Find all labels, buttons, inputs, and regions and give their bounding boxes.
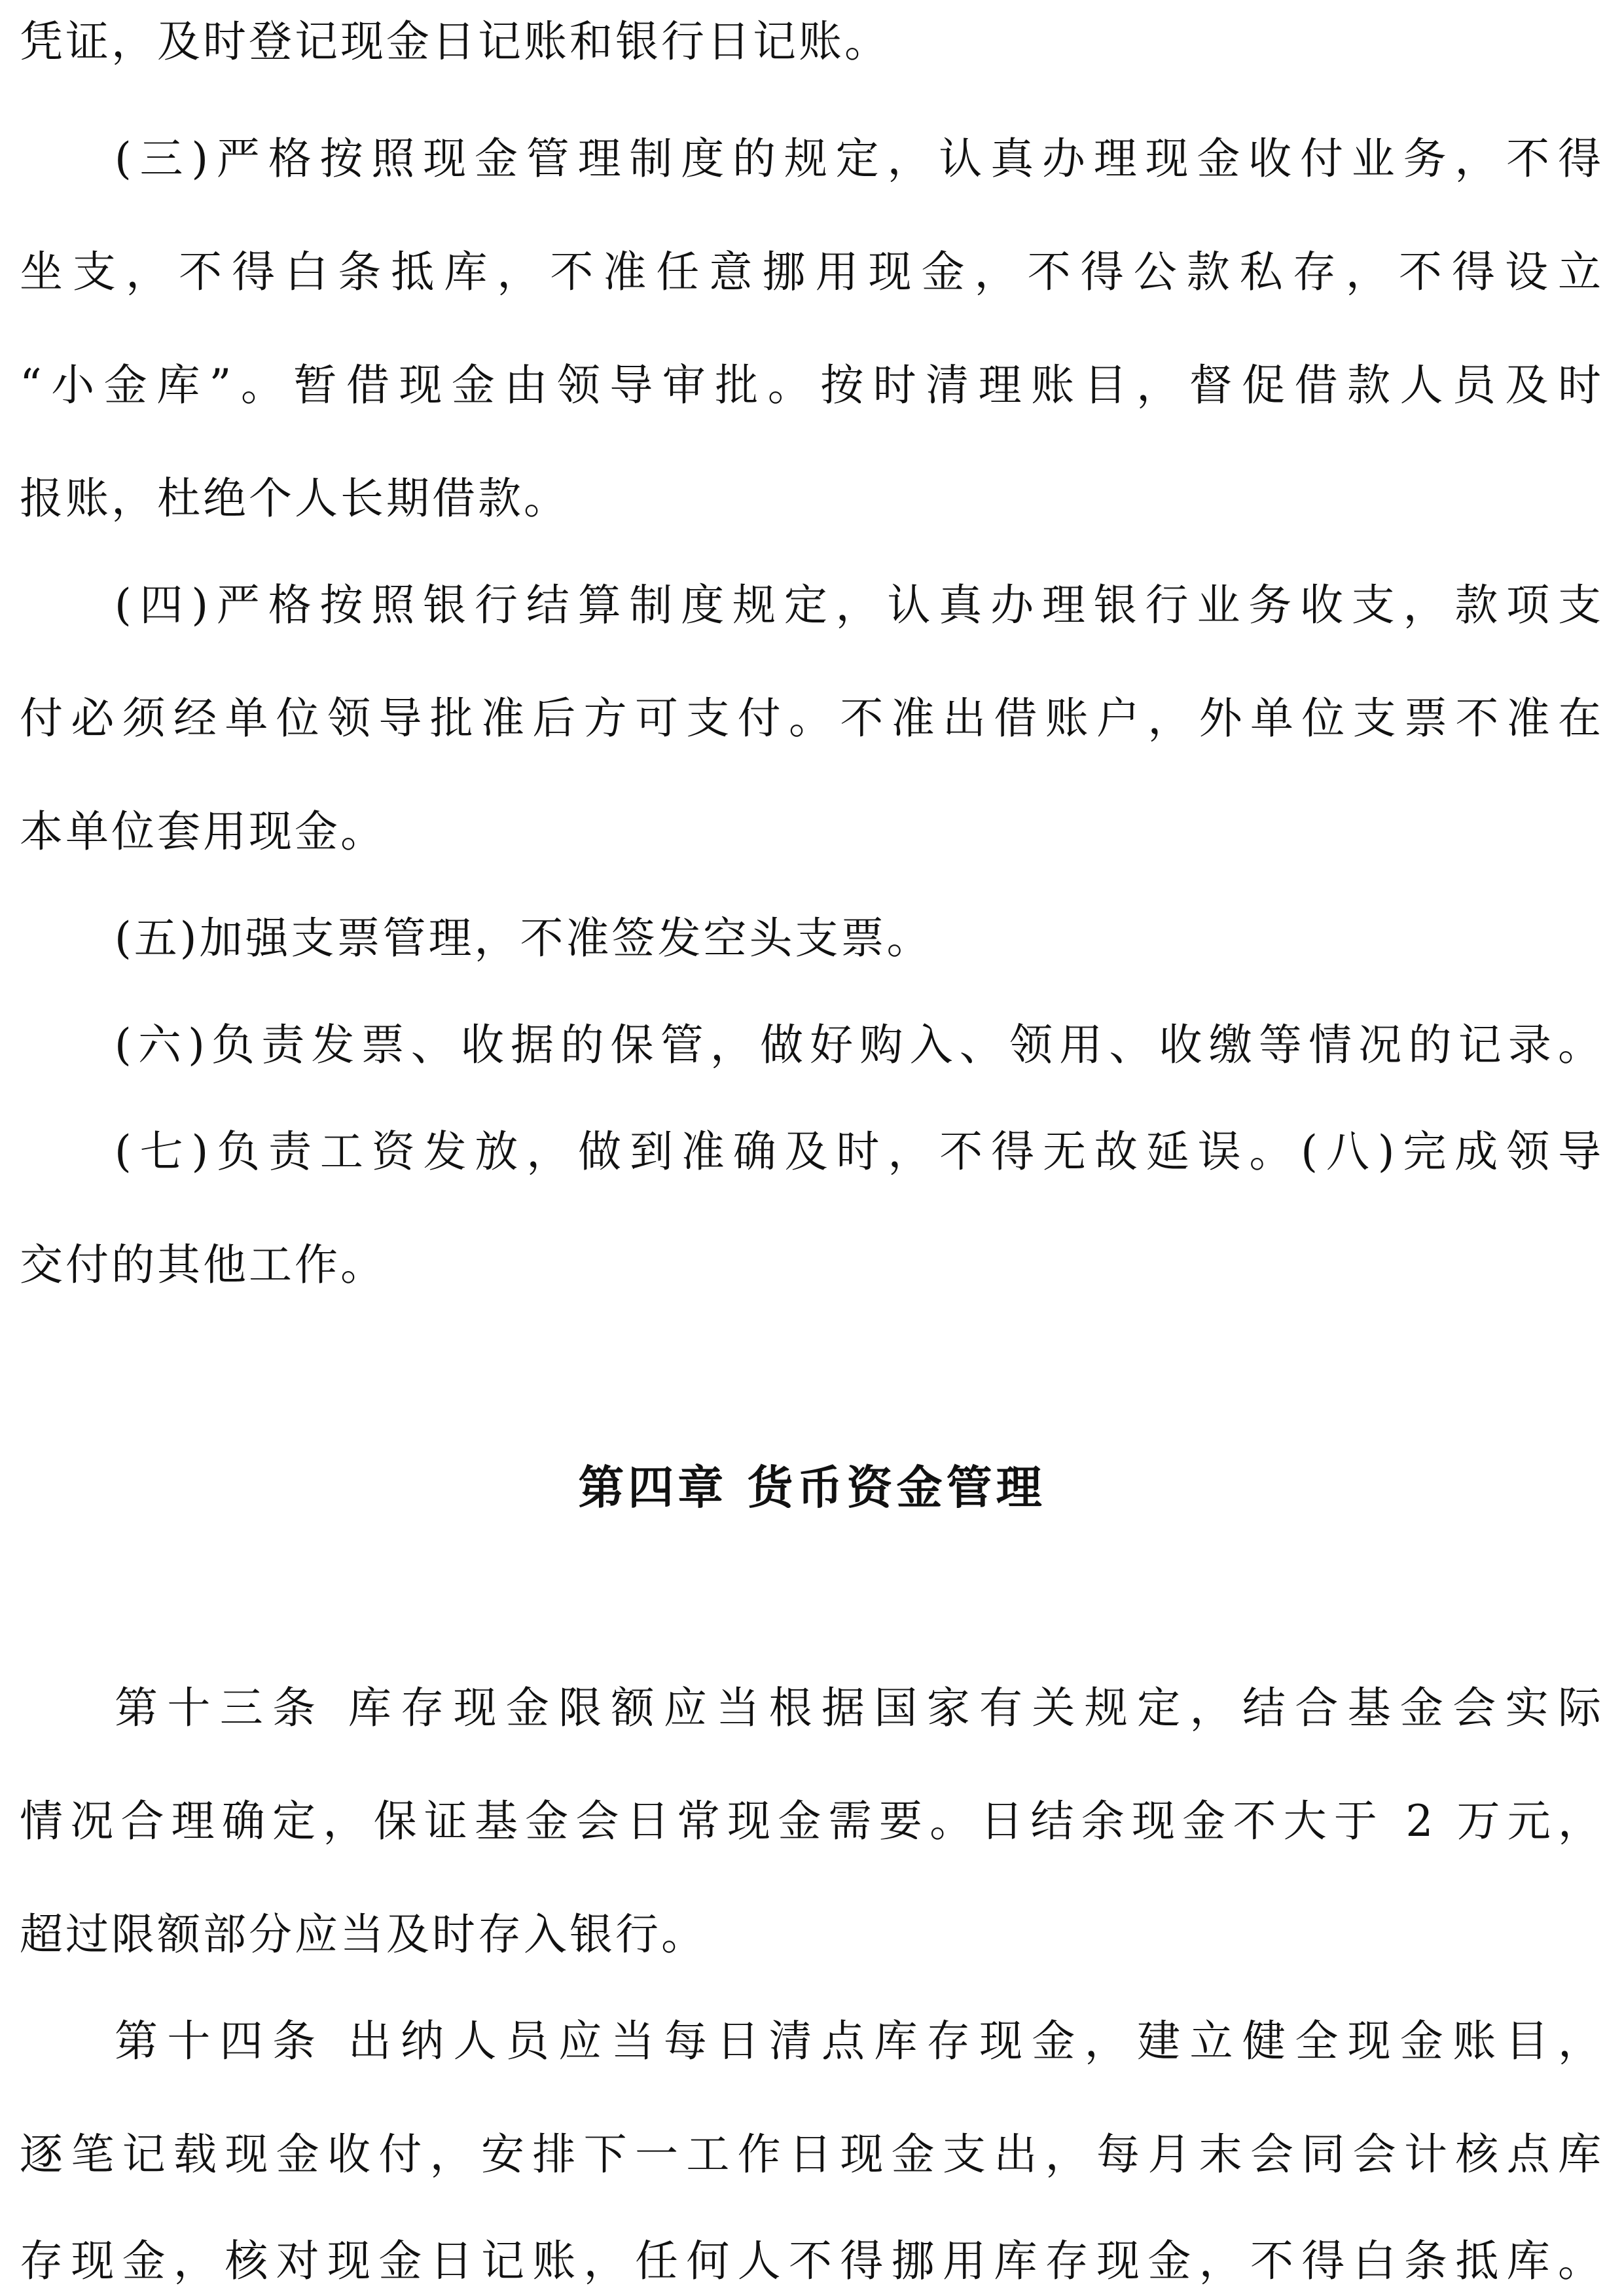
paragraph-line: 凭证，及时登记现金日记账和银行日记账。 <box>20 16 890 67</box>
paragraph-line: (五)加强支票管理，不准签发空头支票。 <box>115 913 933 963</box>
paragraph-line: 第十四条 出纳人员应当每日清点库存现金，建立健全现金账目， <box>115 2016 1604 2066</box>
paragraph-line: 付必须经单位领导批准后方可支付。不准出借账户，外单位支票不准在 <box>20 693 1604 744</box>
paragraph-line: 坐支，不得白条抵库，不准任意挪用现金，不得公款私存，不得设立 <box>20 247 1604 297</box>
paragraph-line: 交付的其他工作。 <box>20 1240 386 1290</box>
paragraph-line: “小金库”。暂借现金由领导审批。按时清理账目，督促借款人员及时 <box>20 360 1604 410</box>
paragraph-line: 逐笔记载现金收付，安排下一工作日现金支出，每月末会同会计核点库 <box>20 2129 1604 2179</box>
paragraph-line: 报账，杜绝个人长期借款。 <box>20 473 569 524</box>
paragraph-line: 情况合理确定，保证基金会日常现金需要。日结余现金不大于 2 万元， <box>20 1796 1604 1846</box>
paragraph-line: 第十三条 库存现金限额应当根据国家有关规定，结合基金会实际 <box>115 1683 1604 1733</box>
paragraph-line: 本单位套用现金。 <box>20 806 386 857</box>
paragraph-line: (七)负责工资发放，做到准确及时，不得无故延误。(八)完成领导 <box>115 1126 1604 1177</box>
paragraph-line: (六)负责发票、收据的保管，做好购入、领用、收缴等情况的记录。 <box>115 1020 1604 1070</box>
chapter-heading: 第四章 货币资金管理 <box>578 1461 1046 1515</box>
paragraph-line: (四)严格按照银行结算制度规定，认真办理银行业务收支，款项支 <box>115 580 1604 630</box>
paragraph-line: 超过限额部分应当及时存入银行。 <box>20 1909 707 1960</box>
paragraph-line: 存现金，核对现金日记账，任何人不得挪用库存现金，不得白条抵库。 <box>20 2236 1604 2286</box>
paragraph-line: (三)严格按照现金管理制度的规定，认真办理现金收付业务，不得 <box>115 134 1604 184</box>
